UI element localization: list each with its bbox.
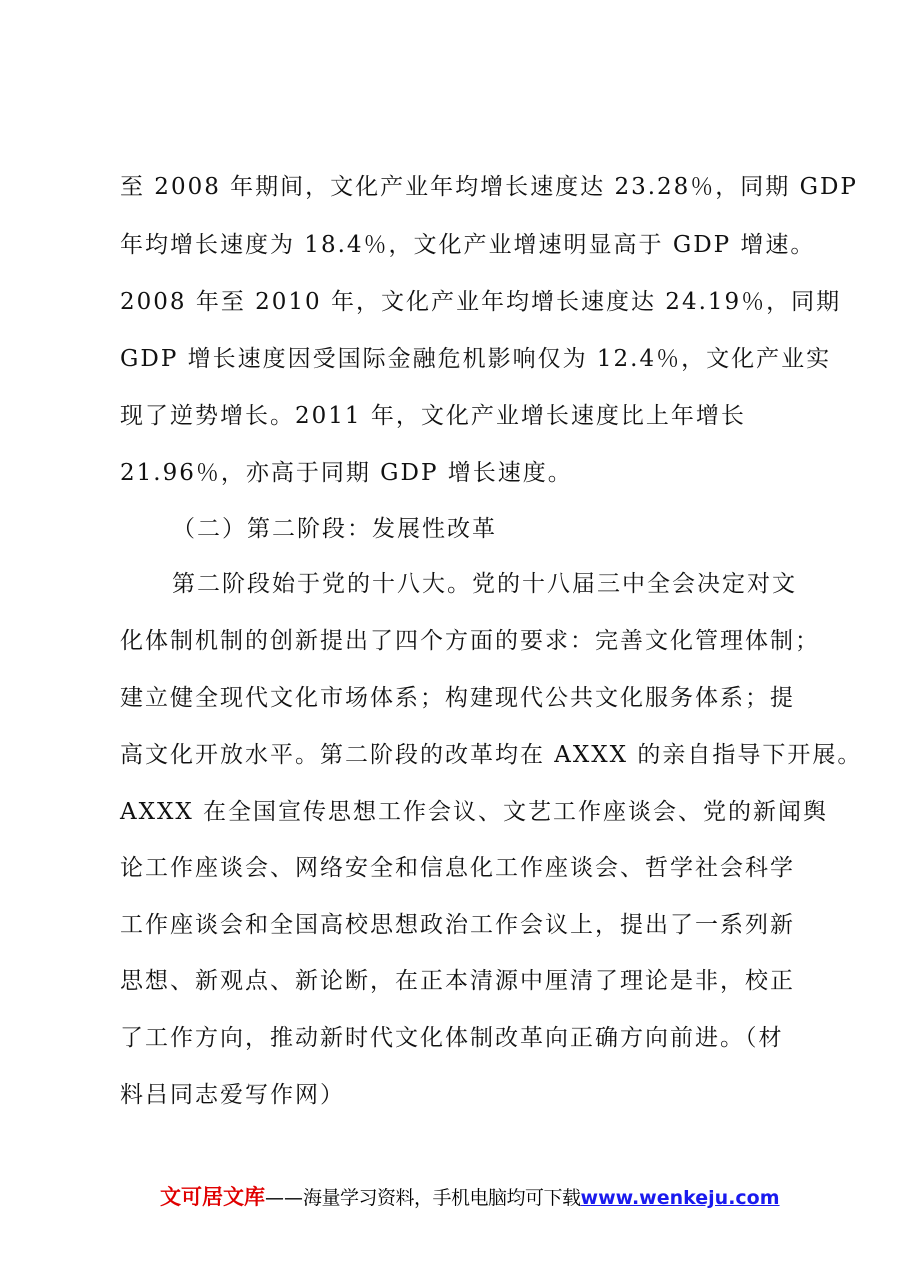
text-line: 论工作座谈会、网络安全和信息化工作座谈会、哲学社会科学 (120, 855, 795, 881)
text-line: 年均增长速度为 18.4％，文化产业增速明显高于 GDP 增速。 (120, 232, 816, 258)
text-line: 工作座谈会和全国高校思想政治工作会议上，提出了一系列新 (120, 912, 795, 938)
text-line: 料吕同志爱写作网） (120, 1082, 345, 1108)
brand-name: 文可居文库 (160, 1185, 265, 1209)
text-line: 思想、新观点、新论断，在正本清源中厘清了理论是非，校正 (120, 968, 795, 994)
footer-dash: —— (265, 1187, 303, 1209)
footer-banner (160, 1183, 780, 1212)
text-line: GDP 增长速度因受国际金融危机影响仅为 12.4％，文化产业实 (120, 346, 832, 372)
text-line: 第二阶段始于党的十八大。党的十八届三中全会决定对文 (172, 571, 797, 597)
section-heading: （二）第二阶段：发展性改革 (172, 516, 497, 542)
text-line: 化体制机制的创新提出了四个方面的要求：完善文化管理体制； (120, 628, 820, 654)
footer-slogan: 海量学习资料，手机电脑均可下载 (303, 1187, 581, 1209)
text-line: 建立健全现代文化市场体系；构建现代公共文化服务体系；提 (120, 685, 795, 711)
text-line: 现了逆势增长。2011 年，文化产业增长速度比上年增长 (120, 403, 746, 429)
text-line: 至 2008 年期间，文化产业年均增长速度达 23.28％，同期 GDP (120, 174, 858, 200)
text-line: 高文化开放水平。第二阶段的改革均在 AXXX 的亲自指导下开展。 (120, 742, 863, 768)
text-line: 21.96％，亦高于同期 GDP 增长速度。 (120, 460, 573, 486)
text-line: 2008 年至 2010 年，文化产业年均增长速度达 24.19％，同期 (120, 289, 842, 315)
text-line: 了工作方向，推动新时代文化体制改革向正确方向前进。（材 (120, 1025, 784, 1051)
text-line: AXXX 在全国宣传思想工作会议、文艺工作座谈会、党的新闻舆 (120, 799, 829, 825)
website-link[interactable]: www.wenkeju.com (580, 1187, 780, 1209)
